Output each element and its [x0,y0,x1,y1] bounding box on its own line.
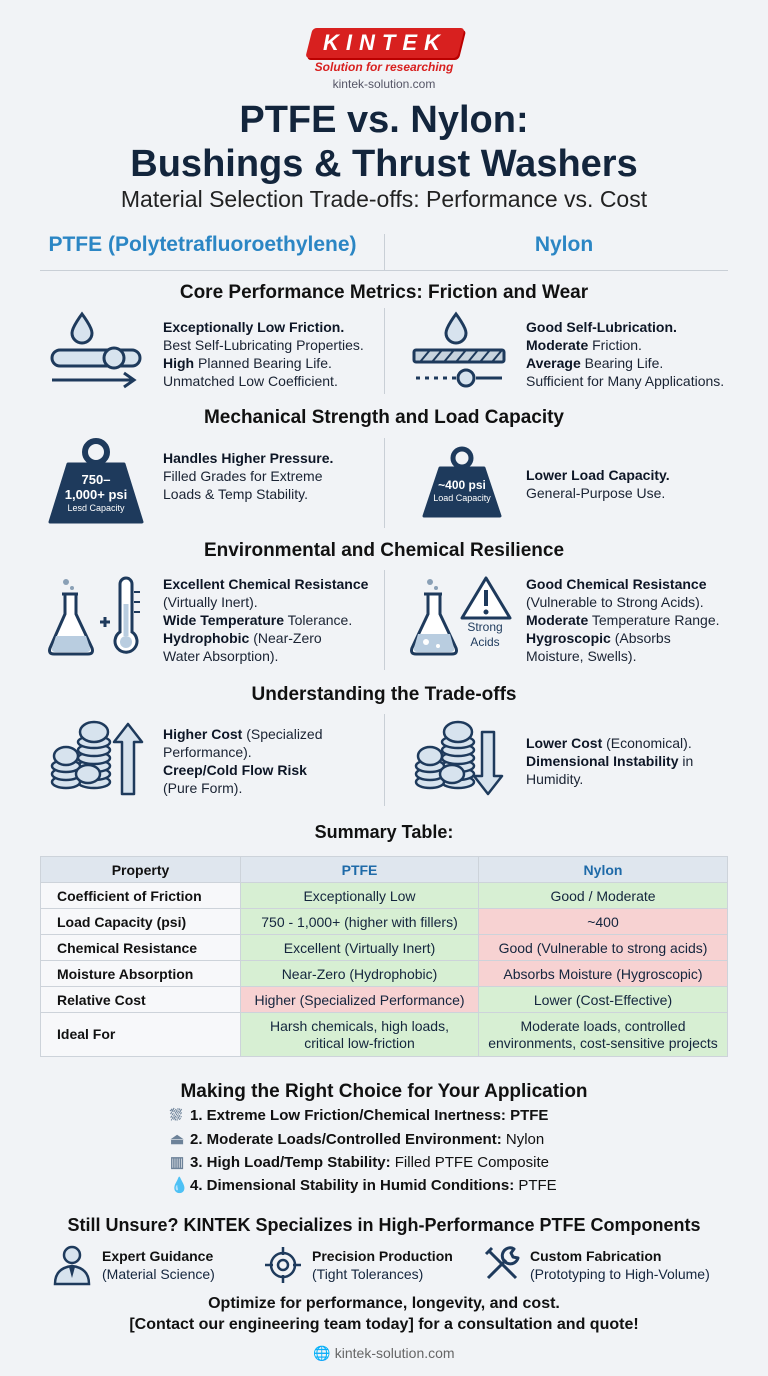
table-row [41,909,728,935]
table-cell: Ideal For [41,1013,241,1057]
list-item: ▥ 3. High Load/Temp Stability: Filled PTFE Composite [170,1154,549,1171]
flask-thermometer-icon [46,574,146,660]
ptfe-tradeoffs-text: Higher Cost (Specialized Performance). Creep/Cold Flow Risk (Pure Form). [163,726,323,796]
table-header-cell: Nylon [479,857,728,883]
table-cell: Harsh chemicals, high loads, critical low-friction [241,1013,479,1057]
summary-table [40,856,728,1057]
ptfe-weight-label: 750– 1,000+ psi Lesd Capacity [64,472,128,513]
table-cell: Load Capacity (psi) [41,909,241,935]
nylon-tradeoffs-text: Lower Cost (Economical). Dimensional Instability in Humidity. [526,735,694,787]
table-row [41,883,728,909]
nylon-friction-icon [410,310,510,390]
kintek-logo: KINTEK [305,28,464,58]
friction-slider-icon [48,310,148,390]
nylon-environment-text: Good Chemical Resistance (Vulnerable to Strong Acids). Moderate Temperature Range. Hygroscopic (Absorbs Moisture, Swells). [526,576,720,664]
strength-section-title: Mechanical Strength and Load Capacity [203,407,565,428]
column-divider [384,234,385,270]
table-row [41,935,728,961]
load-small-icon: ⏏ [170,1131,185,1148]
table-header-cell: PTFE [241,857,479,883]
cta-line1: Optimize for performance, longevity, and cost. [208,1295,560,1312]
table-cell: Moderate loads, controlled environments, cost-sensitive projects [479,1013,728,1057]
cta-title: Still Unsure? KINTEK Specializes in High-Performance PTFE Components [67,1215,701,1235]
globe-icon: 🌐 [313,1345,331,1361]
table-row [41,1013,728,1057]
table-cell: 750 - 1,000+ (higher with fillers) [241,909,479,935]
table-cell: ~400 [479,909,728,935]
wrench-tools-icon [482,1244,522,1284]
list-item: 💧4. Dimensional Stability in Humid Conditions: PTFE [170,1177,557,1194]
table-cell: Relative Cost [41,987,241,1013]
service-precision-production: Precision Production (Tight Tolerances) [312,1248,453,1282]
tagline: Solution for researching [314,60,454,74]
section-divider [384,714,385,806]
table-cell: Exceptionally Low [241,883,479,909]
table-cell: Absorbs Moisture (Hygroscopic) [479,961,728,987]
ptfe-friction-text: Exceptionally Low Friction. Best Self-Lubricating Properties. High Planned Bearing Life. Unmatched Low Coefficient. [163,319,364,389]
table-cell: Excellent (Virtually Inert) [241,935,479,961]
page-title: PTFE vs. Nylon: Bushings & Thrust Washers [130,99,638,185]
choice-list [170,1107,690,1199]
table-cell: Good / Moderate [479,883,728,909]
table-header-row [41,857,728,883]
friction-section-title: Core Performance Metrics: Friction and Wear [179,282,589,303]
nylon-weight-label: ~400 psi Load Capacity [433,478,491,503]
nylon-column-header: Nylon [534,233,594,256]
table-cell: Coefficient of Friction [41,883,241,909]
droplet-small-icon: 💧 [170,1177,189,1194]
page-subtitle: Material Selection Trade-offs: Performance vs. Cost [120,186,648,212]
ptfe-column-header: PTFE (Polytetrafluoroethylene) [48,233,357,256]
list-item: ⛆ 1. Extreme Low Friction/Chemical Inertness: PTFE [170,1107,549,1124]
table-cell: Lower (Cost-Effective) [479,987,728,1013]
friction-small-icon: ⛆ [170,1107,183,1124]
section-divider [384,308,385,394]
table-cell: Good (Vulnerable to strong acids) [479,935,728,961]
ptfe-environment-text: Excellent Chemical Resistance (Virtually Inert). Wide Temperature Tolerance. Hydrophobic (Near-Zero Water Absorption). [163,576,369,664]
summary-title: Summary Table: [314,822,454,842]
list-item: ⏏ 2. Moderate Loads/Controlled Environment: Nylon [170,1131,545,1148]
table-cell: Moisture Absorption [41,961,241,987]
table-row [41,987,728,1013]
expert-person-icon [52,1244,92,1286]
composite-small-icon: ▥ [170,1154,185,1171]
service-expert-guidance: Expert Guidance (Material Science) [102,1248,215,1282]
service-custom-fabrication: Custom Fabrication (Prototyping to High-Volume) [530,1248,710,1282]
ptfe-strength-text: Handles Higher Pressure. Filled Grades for Extreme Loads & Temp Stability. [163,450,334,502]
coins-up-icon [48,720,144,796]
footer-site[interactable]: 🌐 kintek-solution.com [313,1345,455,1361]
section-divider [384,570,385,670]
tradeoffs-section-title: Understanding the Trade-offs [251,684,517,705]
nylon-friction-text: Good Self-Lubrication. Moderate Friction. Average Bearing Life. Sufficient for Many Applications. [526,319,725,389]
table-header-cell: Property [41,857,241,883]
table-row [41,961,728,987]
environment-section-title: Environmental and Chemical Resilience [203,540,565,561]
table-cell: Near-Zero (Hydrophobic) [241,961,479,987]
choice-title: Making the Right Choice for Your Application [180,1081,588,1102]
coins-down-icon [412,720,508,798]
table-cell: Chemical Resistance [41,935,241,961]
section-divider [384,438,385,528]
contact-engineering-link[interactable]: [Contact our engineering team today] for a consultation and quote! [129,1316,639,1333]
table-cell: Higher (Specialized Performance) [241,987,479,1013]
strong-acids-label: Strong Acids [467,620,503,649]
header-site[interactable]: kintek-solution.com [332,77,436,91]
header-divider [40,270,728,271]
nylon-strength-text: Lower Load Capacity. General-Purpose Use. [526,467,670,501]
target-precision-icon [264,1246,302,1284]
